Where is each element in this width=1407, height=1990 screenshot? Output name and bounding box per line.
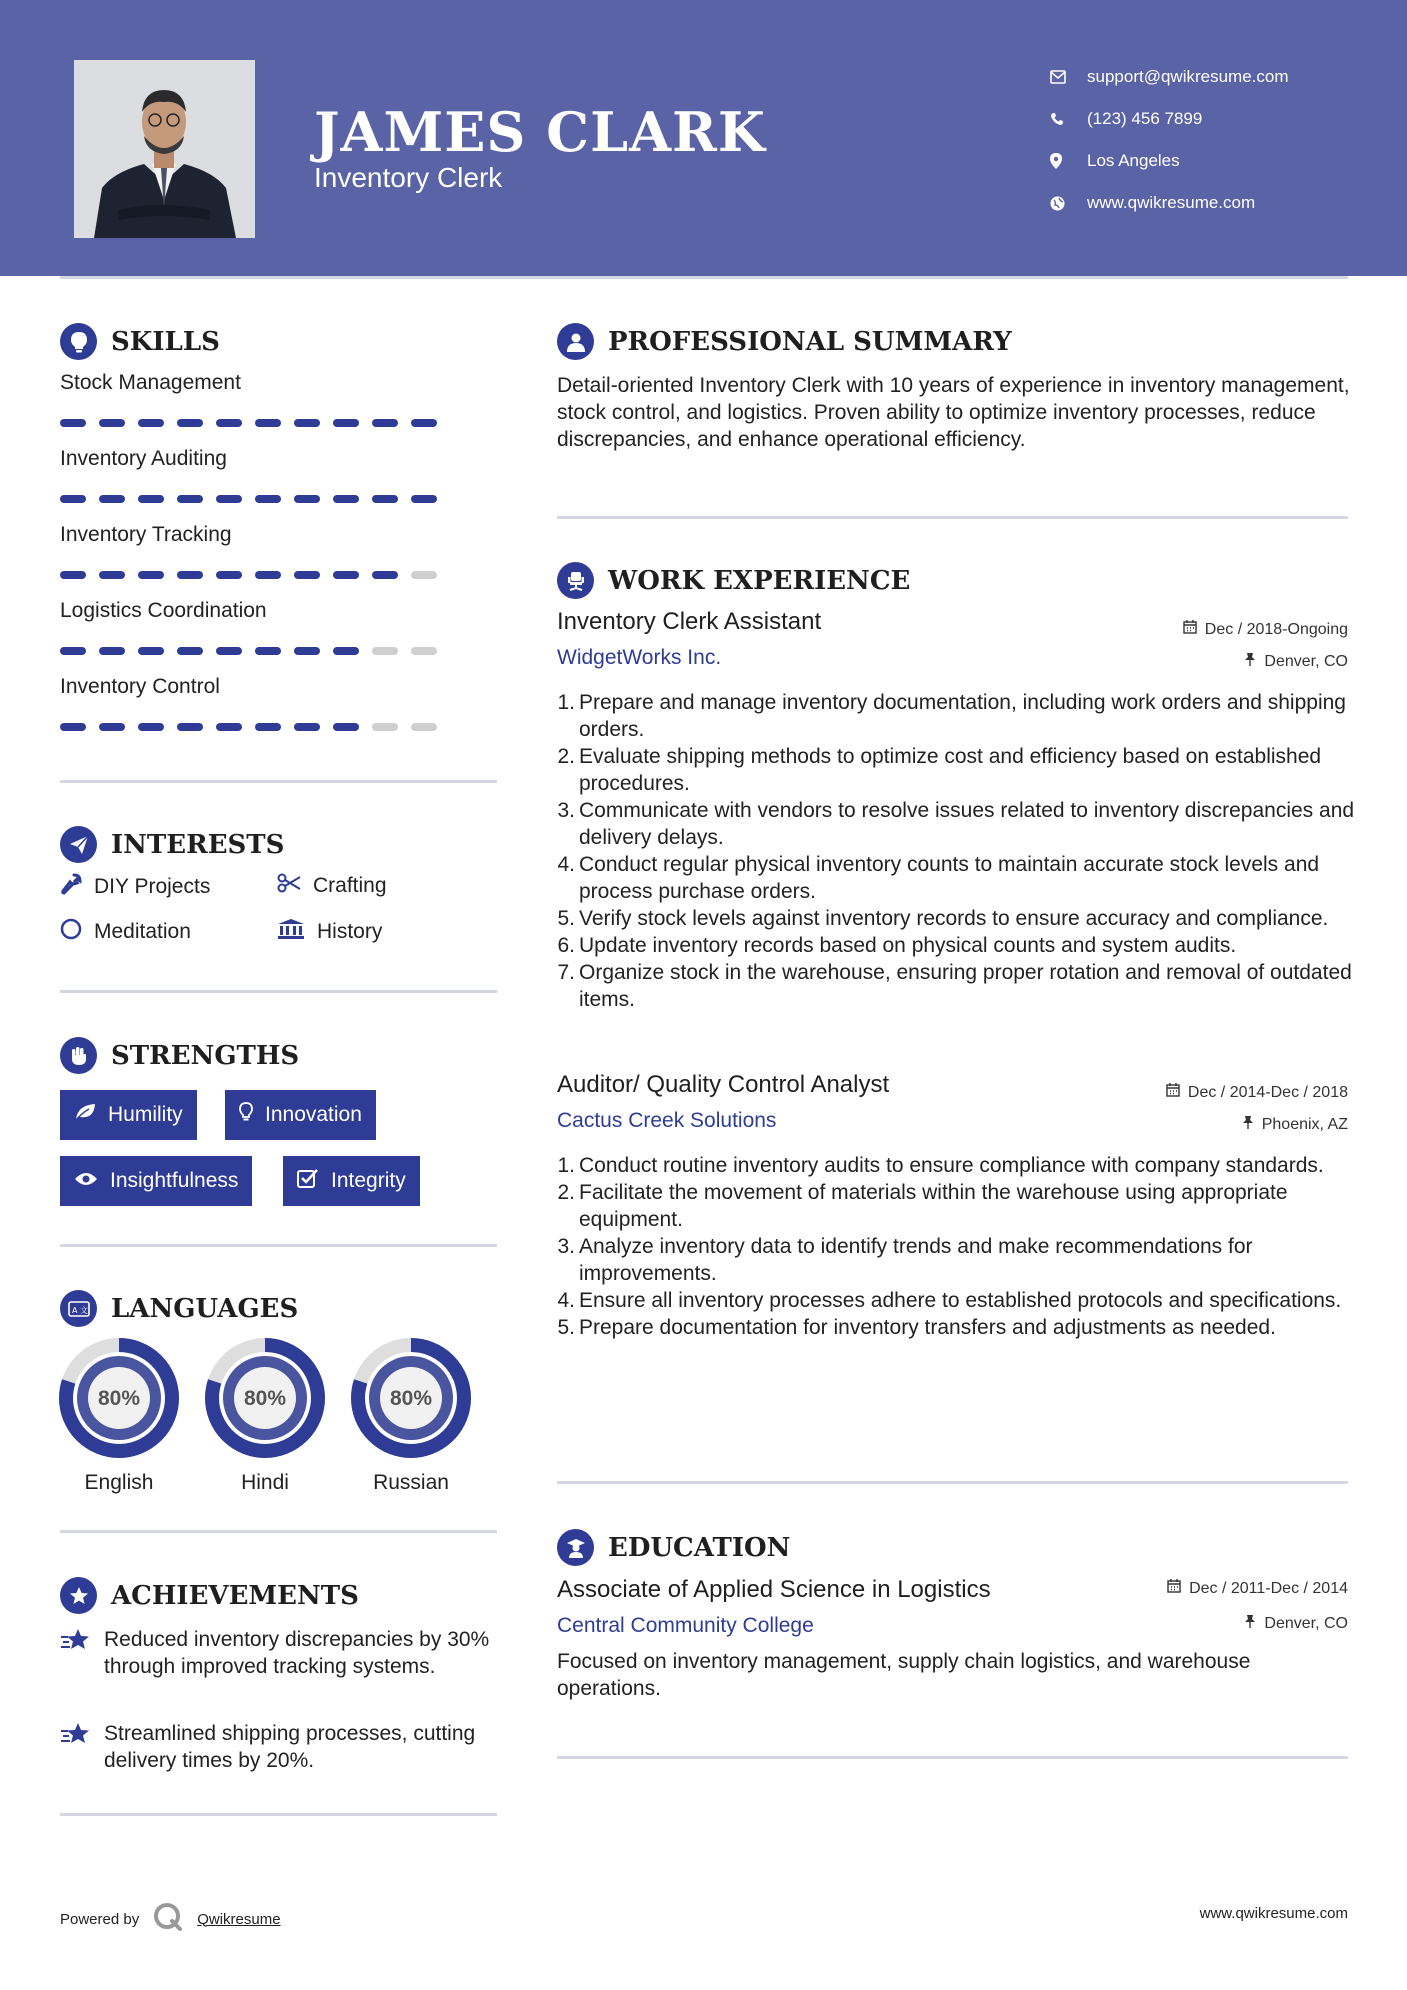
list-number: 6. <box>557 934 575 957</box>
footer-website[interactable]: www.qwikresume.com <box>1199 1905 1348 1922</box>
calendar-icon <box>1167 1579 1181 1598</box>
skill-rating-dot <box>372 495 398 503</box>
pushpin-icon <box>1244 652 1256 671</box>
language-percent: 80% <box>97 1387 141 1410</box>
svg-text:文: 文 <box>79 1305 88 1315</box>
education-heading <box>557 1529 790 1566</box>
circle-icon <box>60 918 82 946</box>
achievements-title: ACHIEVEMENTS <box>111 1580 359 1611</box>
graduate-icon <box>557 1529 594 1566</box>
strength-label: Integrity <box>331 1169 406 1192</box>
profile-photo <box>74 60 255 238</box>
header-divider <box>60 276 1348 279</box>
strength-tag-insightfulness <box>60 1156 252 1206</box>
pushpin-icon <box>1242 1115 1254 1134</box>
skill-name: Logistics Coordination <box>60 599 267 622</box>
eye-icon <box>74 1169 98 1193</box>
skill-rating-dot <box>60 723 86 731</box>
skills-divider <box>60 780 497 783</box>
list-number: 2. <box>557 745 575 768</box>
skill-rating-dot <box>411 571 437 579</box>
skill-rating-dot <box>177 647 203 655</box>
job-location <box>1244 652 1348 671</box>
education-degree: Associate of Applied Science in Logistics <box>557 1576 991 1603</box>
office-chair-icon <box>557 562 594 599</box>
contact-phone[interactable] <box>1050 98 1380 140</box>
strengths-heading <box>60 1037 299 1074</box>
language-percent: 80% <box>389 1387 433 1410</box>
language-name: Hindi <box>241 1471 289 1494</box>
candidate-role: Inventory Clerk <box>314 162 503 193</box>
education-description: Focused on inventory management, supply chain logistics, and warehouse operations. <box>557 1650 1251 1700</box>
skill-rating-dot <box>216 419 242 427</box>
education-dates-text: Dec / 2011-Dec / 2014 <box>1189 1579 1348 1597</box>
responsibility-text: Ensure all inventory processes adhere to established protocols and specifications. <box>579 1289 1342 1312</box>
skill-rating-dot <box>138 419 164 427</box>
languages-title: LANGUAGES <box>111 1293 299 1324</box>
contact-email-text: support@qwikresume.com <box>1087 67 1289 86</box>
summary-heading <box>557 323 1012 360</box>
powered-by-text: Powered by <box>60 1910 140 1928</box>
list-number: 5. <box>557 1316 575 1339</box>
skill-rating-dot <box>177 571 203 579</box>
skill-rating-dot <box>411 495 437 503</box>
strength-tag-humility <box>60 1090 197 1140</box>
responsibility-item <box>553 743 1358 797</box>
list-number: 2. <box>557 1181 575 1204</box>
list-number: 3. <box>557 799 575 822</box>
responsibility-text: Communicate with vendors to resolve issues related to inventory discrepancies and delivery delays. <box>579 799 1355 849</box>
lightbulb-icon <box>60 323 97 360</box>
interests-heading <box>60 826 284 863</box>
achievements-divider <box>60 1813 497 1816</box>
calendar-icon <box>1183 620 1197 639</box>
responsibility-item <box>553 905 1358 932</box>
skill-rating-dot <box>372 647 398 655</box>
education-school: Central Community College <box>557 1614 814 1637</box>
interest-label: History <box>317 920 383 943</box>
contact-phone-text: (123) 456 7899 <box>1087 109 1203 128</box>
responsibility-item <box>553 1314 1358 1341</box>
skill-rating-dot <box>372 419 398 427</box>
map-pin-icon <box>1050 153 1087 169</box>
skill-rating-dot <box>372 723 398 731</box>
star-badge-icon <box>60 1577 97 1614</box>
skill-rating-dot <box>99 723 125 731</box>
education-location <box>1244 1614 1348 1633</box>
job-company: Cactus Creek Solutions <box>557 1109 777 1132</box>
job-dates-text: Dec / 2018-Ongoing <box>1204 620 1348 638</box>
interest-label: DIY Projects <box>94 875 211 898</box>
qwikresume-link[interactable]: Qwikresume <box>197 1910 281 1928</box>
list-number: 5. <box>557 907 575 930</box>
education-dates <box>1167 1579 1348 1598</box>
skill-name: Stock Management <box>60 371 241 394</box>
responsibility-text: Conduct routine inventory audits to ensure compliance with company standards. <box>579 1154 1324 1177</box>
language-name: Russian <box>373 1471 449 1494</box>
language-donut <box>57 1336 181 1460</box>
skill-rating-dot <box>60 571 86 579</box>
skill-rating-dot <box>60 495 86 503</box>
wrench-icon <box>60 873 82 901</box>
skill-rating-dot <box>177 495 203 503</box>
contact-location <box>1050 140 1380 182</box>
job-location <box>1242 1115 1348 1134</box>
responsibility-item <box>553 797 1358 851</box>
responsibility-item <box>553 851 1358 905</box>
skill-rating <box>60 419 437 427</box>
skill-rating-dot <box>294 495 320 503</box>
pushpin-icon <box>1244 1614 1256 1633</box>
contact-email[interactable] <box>1050 56 1380 98</box>
language-item <box>203 1336 327 1495</box>
language-name: English <box>84 1471 154 1494</box>
skill-rating-dot <box>333 647 359 655</box>
scissors-icon <box>277 873 301 899</box>
language-donut <box>203 1336 327 1460</box>
achievement-text: Reduced inventory discrepancies by 30% through improved tracking systems. <box>104 1628 490 1678</box>
skill-name: Inventory Tracking <box>60 523 232 546</box>
job-company: WidgetWorks Inc. <box>557 646 722 669</box>
skill-rating-dot <box>216 647 242 655</box>
star-icon <box>60 1722 90 1774</box>
calendar-icon <box>1166 1083 1180 1102</box>
skill-rating <box>60 647 437 655</box>
skills-title: SKILLS <box>111 326 220 357</box>
job-title: Auditor/ Quality Control Analyst <box>557 1071 890 1098</box>
skill-rating-dot <box>138 723 164 731</box>
skill-rating-dot <box>333 495 359 503</box>
star-icon <box>60 1628 90 1680</box>
skill-name: Inventory Auditing <box>60 447 227 470</box>
skill-rating-dot <box>177 419 203 427</box>
responsibility-text: Conduct regular physical inventory counts to maintain accurate stock levels and process purchase orders. <box>579 853 1320 903</box>
responsibility-text: Prepare and manage inventory documentation, including work orders and shipping orders. <box>579 691 1346 741</box>
language-item <box>57 1336 181 1495</box>
languages-heading <box>60 1290 298 1327</box>
skills-heading <box>60 323 220 360</box>
interests-divider <box>60 990 497 993</box>
job-dates <box>1183 620 1348 639</box>
job-location-text: Denver, CO <box>1264 652 1348 670</box>
skill-rating-dot <box>255 495 281 503</box>
interest-label: Meditation <box>94 920 191 943</box>
strength-label: Humility <box>108 1103 183 1126</box>
skill-rating-dot <box>177 723 203 731</box>
language-donut <box>349 1336 473 1460</box>
skill-rating-dot <box>138 647 164 655</box>
achievement-text: Streamlined shipping processes, cutting delivery times by 20%. <box>104 1722 476 1772</box>
list-number: 7. <box>557 961 575 984</box>
education-title: EDUCATION <box>608 1532 791 1563</box>
resume-header <box>0 0 1407 276</box>
responsibility-item <box>553 932 1358 959</box>
responsibility-text: Evaluate shipping methods to optimize cost and efficiency based on established procedures. <box>579 745 1322 795</box>
responsibility-text: Update inventory records based on physical counts and system audits. <box>579 934 1237 957</box>
language-percent: 80% <box>243 1387 287 1410</box>
experience-divider <box>557 1481 1348 1484</box>
interest-label: Crafting <box>313 874 387 897</box>
skill-rating-dot <box>138 571 164 579</box>
fist-icon <box>60 1037 97 1074</box>
interests-title: INTERESTS <box>111 829 285 860</box>
interest-meditation <box>60 918 191 946</box>
skill-rating-dot <box>138 495 164 503</box>
interest-history <box>277 918 382 946</box>
responsibility-text: Organize stock in the warehouse, ensuring proper rotation and removal of outdated items. <box>579 961 1352 1011</box>
skill-rating-dot <box>99 495 125 503</box>
qwikresume-logo-icon <box>153 1902 183 1936</box>
achievement-item <box>60 1720 500 1774</box>
translate-icon <box>60 1290 97 1327</box>
skill-rating-dot <box>99 419 125 427</box>
skill-name: Inventory Control <box>60 675 220 698</box>
svg-text:A: A <box>71 1305 77 1315</box>
skill-rating-dot <box>294 723 320 731</box>
skill-rating-dot <box>255 571 281 579</box>
candidate-name: JAMES CLARK <box>314 100 766 164</box>
list-number: 1. <box>557 1154 575 1177</box>
contact-website-text: www.qwikresume.com <box>1087 193 1256 212</box>
interest-crafting <box>277 873 387 899</box>
job-dates-text: Dec / 2014-Dec / 2018 <box>1187 1083 1348 1101</box>
strengths-title: STRENGTHS <box>111 1040 300 1071</box>
skill-rating-dot <box>333 419 359 427</box>
skill-rating-dot <box>372 571 398 579</box>
job-title: Inventory Clerk Assistant <box>557 608 822 635</box>
strength-label: Insightfulness <box>110 1169 239 1192</box>
contact-website[interactable] <box>1050 182 1380 224</box>
skill-rating-dot <box>411 419 437 427</box>
education-divider <box>557 1756 1348 1759</box>
skill-rating-dot <box>255 419 281 427</box>
skill-rating-dot <box>255 723 281 731</box>
footer-powered-by <box>60 1902 281 1936</box>
skill-rating-dot <box>294 571 320 579</box>
responsibility-text: Verify stock levels against inventory records to ensure accuracy and compliance. <box>579 907 1329 930</box>
skill-rating-dot <box>411 647 437 655</box>
skill-rating-dot <box>333 571 359 579</box>
job-responsibilities <box>553 689 1358 1013</box>
responsibility-text: Prepare documentation for inventory transfers and adjustments as needed. <box>579 1316 1276 1339</box>
skill-rating <box>60 495 437 503</box>
lightbulb-icon <box>239 1102 253 1128</box>
experience-heading <box>557 562 910 599</box>
skill-rating-dot <box>411 723 437 731</box>
summary-text: Detail-oriented Inventory Clerk with 10 years of experience in inventory management, stock control, and logistics. Proven ability to optimize inventory processes, reduce discrepancies, and enhance operational efficiency. <box>557 374 1350 451</box>
responsibility-item <box>553 1287 1358 1314</box>
skill-rating-dot <box>255 647 281 655</box>
job-location-text: Phoenix, AZ <box>1261 1115 1348 1133</box>
job-responsibilities <box>553 1152 1358 1341</box>
responsibility-item <box>553 1233 1358 1287</box>
skill-rating-dot <box>216 571 242 579</box>
envelope-icon <box>1050 70 1087 84</box>
skill-rating-dot <box>99 571 125 579</box>
list-number: 4. <box>557 853 575 876</box>
strength-label: Innovation <box>265 1103 362 1126</box>
responsibility-item <box>553 1179 1358 1233</box>
skill-rating <box>60 723 437 731</box>
responsibility-text: Facilitate the movement of materials within the warehouse using appropriate equipment. <box>579 1181 1288 1231</box>
museum-icon <box>277 918 305 946</box>
strength-tag-innovation <box>225 1090 376 1140</box>
education-location-text: Denver, CO <box>1264 1614 1348 1632</box>
phone-icon <box>1050 112 1087 126</box>
list-number: 4. <box>557 1289 575 1312</box>
achievements-heading <box>60 1577 359 1614</box>
skill-rating-dot <box>216 723 242 731</box>
strengths-divider <box>60 1244 497 1247</box>
responsibility-text: Analyze inventory data to identify trends and make recommendations for improvements. <box>579 1235 1253 1285</box>
contact-list <box>1050 56 1380 224</box>
check-square-icon <box>297 1168 319 1194</box>
strength-tag-integrity <box>283 1156 420 1206</box>
language-item <box>349 1336 473 1495</box>
languages-divider <box>60 1530 497 1533</box>
skill-rating-dot <box>216 495 242 503</box>
skill-rating <box>60 571 437 579</box>
globe-icon <box>1050 196 1087 211</box>
leaf-icon <box>74 1103 96 1127</box>
paper-plane-icon <box>60 826 97 863</box>
interest-diy-projects <box>60 873 210 901</box>
skill-rating-dot <box>99 647 125 655</box>
list-number: 1. <box>557 691 575 714</box>
skill-rating-dot <box>294 419 320 427</box>
summary-divider <box>557 516 1348 519</box>
experience-title: WORK EXPERIENCE <box>608 565 911 596</box>
job-dates <box>1166 1083 1348 1102</box>
achievement-item <box>60 1626 500 1680</box>
user-icon <box>557 323 594 360</box>
contact-location-text: Los Angeles <box>1087 151 1180 170</box>
skill-rating-dot <box>60 647 86 655</box>
skill-rating-dot <box>60 419 86 427</box>
responsibility-item <box>553 1152 1358 1179</box>
responsibility-item <box>553 959 1358 1013</box>
list-number: 3. <box>557 1235 575 1258</box>
skill-rating-dot <box>294 647 320 655</box>
skill-rating-dot <box>333 723 359 731</box>
responsibility-item <box>553 689 1358 743</box>
summary-title: PROFESSIONAL SUMMARY <box>608 326 1012 357</box>
